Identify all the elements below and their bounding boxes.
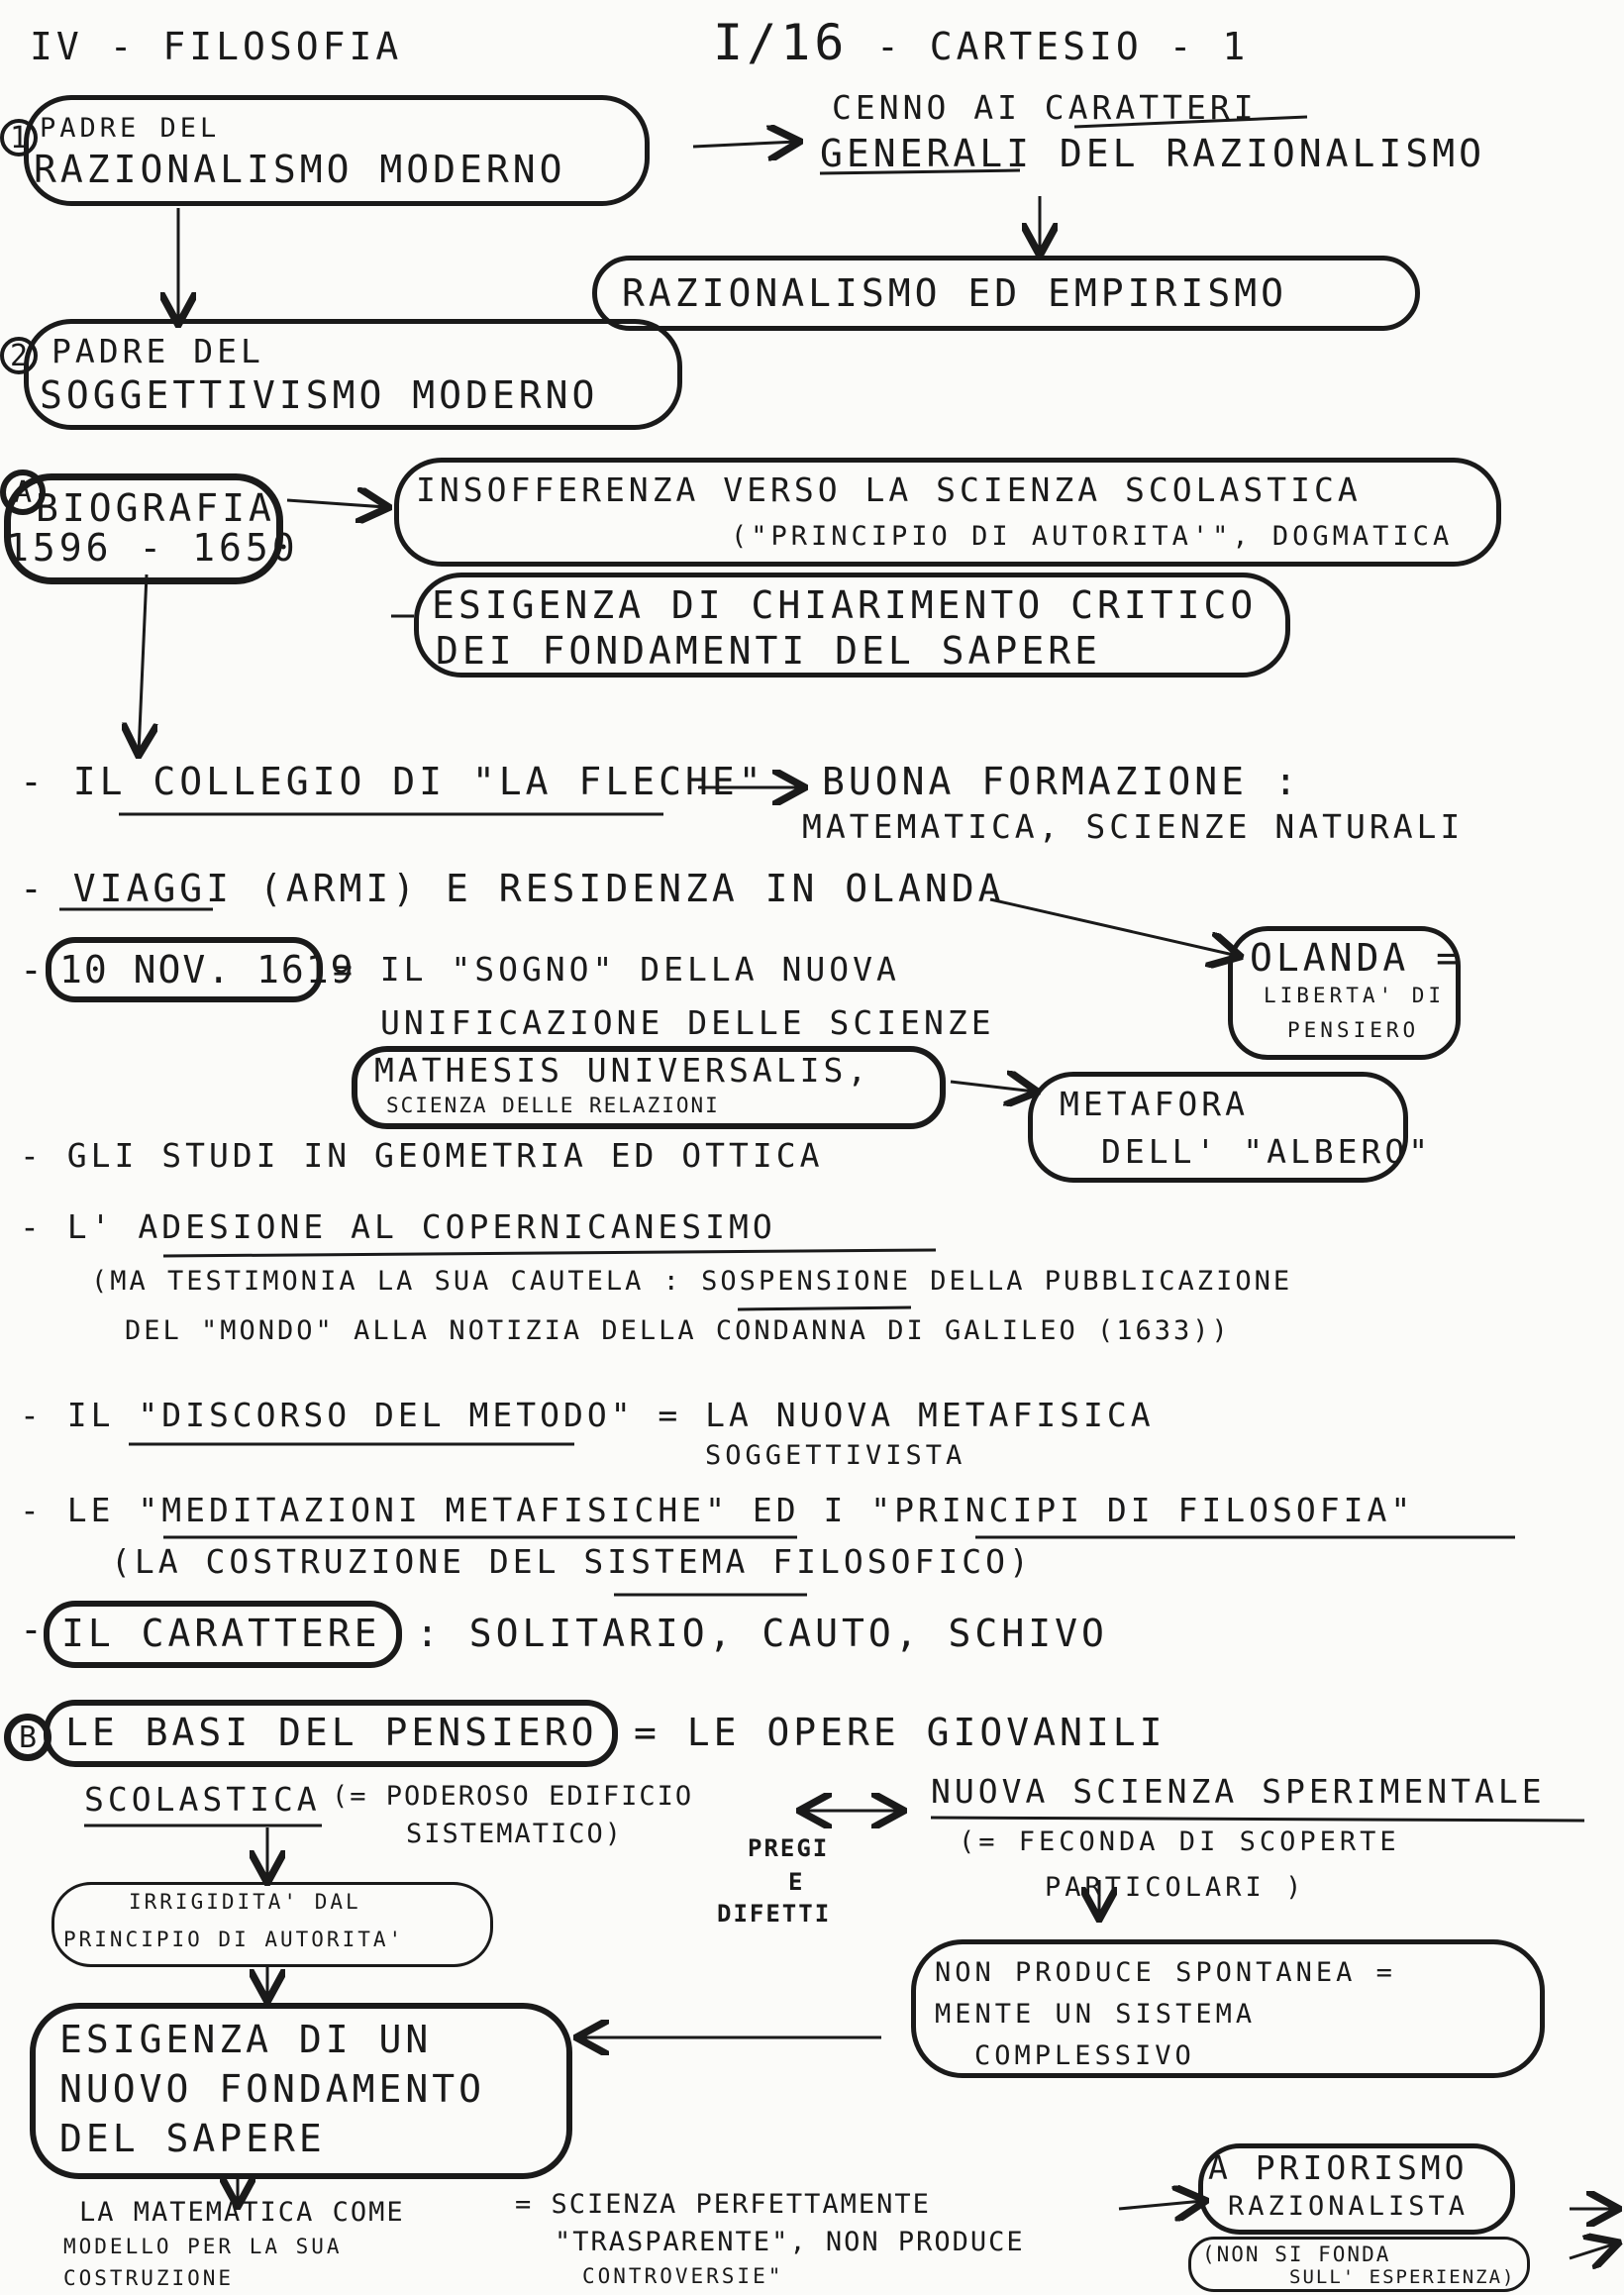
padre-soggettivismo-line2: SOGGETTIVISMO MODERNO [40, 373, 599, 417]
cenno-line1: CENNO AI CARATTERI [832, 88, 1258, 127]
non-produce-line3: COMPLESSIVO [974, 2040, 1195, 2071]
olanda-line1: OLANDA = [1250, 936, 1464, 980]
scienza-perfetta-line3: CONTROVERSIE" [582, 2264, 784, 2288]
pregi-line2: E [788, 1868, 807, 1896]
padre-razionalismo-line2: RAZIONALISMO MODERNO [34, 148, 566, 191]
opere-giovanili: = LE OPERE GIOVANILI [634, 1711, 1167, 1754]
scolastica-desc-line1: (= PODEROSO EDIFICIO [332, 1781, 694, 1812]
non-produce-line1: NON PRODUCE SPONTANEA = [935, 1957, 1396, 1988]
matematica-come-line3: COSTRUZIONE [63, 2266, 235, 2290]
date-dash: - [20, 948, 47, 991]
meditazioni-line2: (LA COSTRUZIONE DEL SISTEMA FILOSOFICO) [111, 1542, 1033, 1581]
pregi-line3: DIFETTI [717, 1900, 832, 1928]
insofferenza-line2: ("PRINCIPIO DI AUTORITA'", DOGMATICA [731, 521, 1454, 552]
adesione-line3: DEL "MONDO" ALLA NOTIZIA DELLA CONDANNA DI GALILEO (1633)) [125, 1315, 1231, 1346]
sheet-code: I/16 [713, 14, 849, 71]
non-produce-line2: MENTE UN SISTEMA [935, 1999, 1257, 2030]
page-title: - CARTESIO - 1 [876, 25, 1250, 68]
matematica-come-line1: LA MATEMATICA COME [79, 2197, 405, 2228]
razionalismo-empirismo: RAZIONALISMO ED EMPIRISMO [622, 271, 1287, 315]
basi-title: LE BASI DEL PENSIERO [65, 1711, 598, 1754]
scolastica-label: SCOLASTICA [84, 1780, 321, 1819]
metafora-line1: METAFORA [1060, 1085, 1249, 1123]
meditazioni-line1: - LE "MEDITAZIONI METAFISICHE" ED I "PRINCIPI DI FILOSOFIA" [20, 1491, 1415, 1529]
scolastica-desc-line2: SISTEMATICO) [406, 1819, 624, 1849]
subject-label: IV - FILOSOFIA [30, 25, 403, 68]
nuova-desc-line1: (= FECONDA DI SCOPERTE [959, 1826, 1400, 1857]
collegio-item: - IL COLLEGIO DI "LA FLECHE" [20, 760, 765, 803]
adesione-item: - L' ADESIONE AL COPERNICANESIMO [20, 1207, 776, 1246]
olanda-line2: LIBERTA' DI [1264, 984, 1446, 1007]
apriorismo-line2: RAZIONALISTA [1228, 2191, 1470, 2222]
metafora-line2: DELL' "ALBERO" [1101, 1132, 1433, 1171]
esigenza-chiarimento-line1: ESIGENZA DI CHIARIMENTO CRITICO [432, 583, 1258, 627]
mathesis-line1: MATHESIS UNIVERSALIS, [374, 1051, 871, 1090]
discorso-line2: SOGGETTIVISTA [705, 1440, 966, 1471]
apriorismo-line4: SULL' ESPERIENZA) [1289, 2266, 1516, 2288]
sogno-line1: = IL "SOGNO" DELLA NUOVA [333, 950, 900, 989]
mathesis-line2: SCIENZA DELLE RELAZIONI [386, 1094, 720, 1117]
biografia-years: 1596 - 1650 [6, 526, 299, 570]
scienza-perfetta-line2: "TRASPARENTE", NON PRODUCE [555, 2227, 1025, 2257]
irrigidita-line1: IRRIGIDITA' DAL [129, 1890, 361, 1914]
olanda-line3: PENSIERO [1287, 1018, 1420, 1042]
esigenza-nuovo-line3: DEL SAPERE [59, 2117, 326, 2160]
marker-a: A [0, 469, 46, 515]
studi-item: - GLI STUDI IN GEOMETRIA ED OTTICA [20, 1136, 824, 1175]
marker-two: 2 [0, 337, 38, 374]
sogno-line2: UNIFICAZIONE DELLE SCIENZE [380, 1003, 995, 1042]
date-1619: 10 NOV. 1619 [59, 948, 355, 991]
nuova-scienza: NUOVA SCIENZA SPERIMENTALE [931, 1772, 1546, 1811]
viaggi-item: - VIAGGI (ARMI) E RESIDENZA IN OLANDA [20, 867, 1005, 910]
esigenza-chiarimento-line2: DEI FONDAMENTI DEL SAPERE [436, 629, 1101, 673]
apriorismo-line1: A PRIORISMO [1208, 2148, 1469, 2187]
adesione-line2: (MA TESTIMONIA LA SUA CAUTELA : SOSPENSIONE DELLA PUBBLICAZIONE [91, 1266, 1293, 1297]
nuova-desc-line2: PARTICOLARI ) [1045, 1872, 1306, 1903]
esigenza-nuovo-line2: NUOVO FONDAMENTO [59, 2067, 486, 2111]
buona-formazione: BUONA FORMAZIONE : [822, 760, 1301, 803]
padre-soggettivismo-line1: PADRE DEL [51, 332, 264, 370]
apriorismo-line3: (NON SI FONDA [1202, 2243, 1391, 2266]
matematica-scienze: MATEMATICA, SCIENZE NATURALI [802, 807, 1465, 846]
biografia-title: BIOGRAFIA [36, 486, 275, 530]
matematica-come-line2: MODELLO PER LA SUA [63, 2235, 343, 2258]
carattere-values: : SOLITARIO, CAUTO, SCHIVO [416, 1612, 1108, 1655]
scienza-perfetta-line1: = SCIENZA PERFETTAMENTE [515, 2189, 931, 2220]
pregi-line1: PREGI [748, 1834, 830, 1862]
padre-razionalismo-line1: PADRE DEL [40, 113, 221, 144]
discorso-line1: - IL "DISCORSO DEL METODO" = LA NUOVA METAFISICA [20, 1396, 1155, 1434]
irrigidita-line2: PRINCIPIO DI AUTORITA' [63, 1928, 405, 1951]
carattere-label: IL CARATTERE [61, 1612, 381, 1655]
marker-b: B [4, 1714, 51, 1761]
cenno-line2: GENERALI DEL RAZIONALISMO [820, 132, 1485, 175]
esigenza-nuovo-line1: ESIGENZA DI UN [59, 2018, 433, 2061]
insofferenza-line1: INSOFFERENZA VERSO LA SCIENZA SCOLASTICA [416, 470, 1362, 509]
carattere-dash: - [20, 1608, 47, 1651]
marker-one: 1 [0, 119, 38, 156]
